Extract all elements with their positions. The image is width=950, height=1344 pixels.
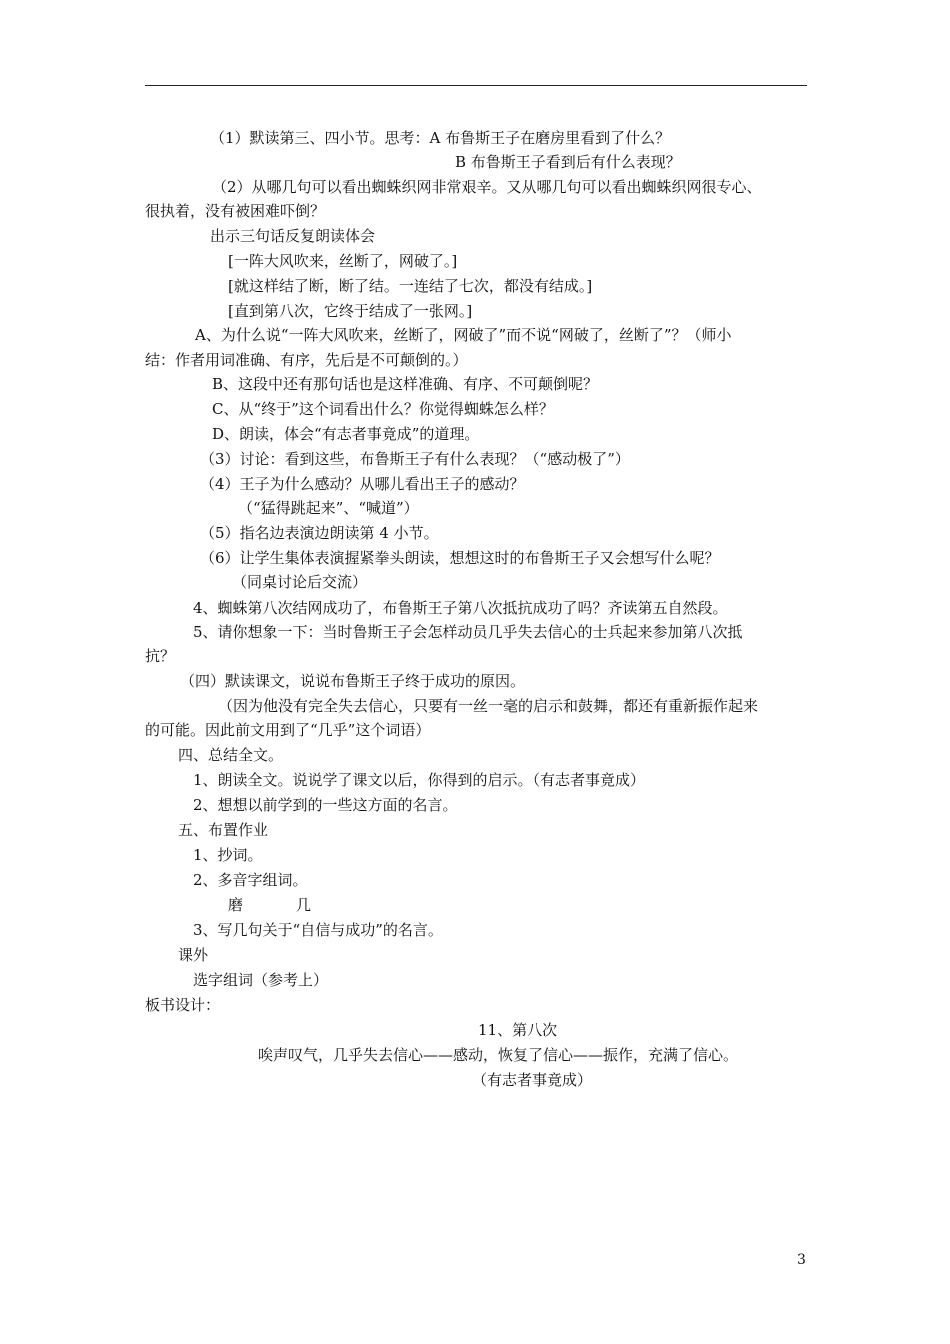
- item-a-line2: 结：作者用词准确、有序，先后是不可颠倒的。）: [145, 351, 468, 369]
- extracurricular-item: 选字组词（参考上）: [193, 971, 329, 989]
- question-2-line2: 很执着，没有被困难吓倒？: [145, 202, 326, 220]
- page-number: 3: [797, 1252, 806, 1268]
- item-d: D、朗读，体会“有志者事竟成”的道理。: [212, 425, 480, 443]
- question-6: （6）让学生集体表演握紧拳头朗读，想想这时的布鲁斯王子又会想写什么呢？: [200, 549, 720, 567]
- step-5-line1: 5、请你想象一下：当时鲁斯王子会怎样动员几乎失去信心的士兵起来参加第八次抵: [193, 623, 743, 641]
- question-1a: （1）默读第三、四小节。思考：A 布鲁斯王子在磨房里看到了什么？: [210, 129, 671, 147]
- quote-2: [就这样结了断，断了结。一连结了七次，都没有结成。]: [228, 277, 593, 295]
- summary-1: 1、朗读全文。说说学了课文以后，你得到的启示。（有志者事竟成）: [193, 771, 646, 789]
- summary-2: 2、想想以前学到的一些这方面的名言。: [193, 796, 458, 814]
- quote-1: [一阵大风吹来，丝断了，网破了。]: [228, 252, 458, 270]
- instruction: 出示三句话反复朗读体会: [210, 227, 376, 245]
- homework-heading: 五、布置作业: [178, 821, 269, 839]
- extracurricular-heading: 课外: [178, 946, 209, 964]
- section-4-heading: （四）默读课文，说说布鲁斯王子终于成功的原因。: [180, 672, 526, 690]
- step-5-line2: 抗？: [145, 647, 176, 665]
- homework-3: 3、写几句关于“自信与成功”的名言。: [193, 921, 443, 939]
- step-4: 4、蜘蛛第八次结网成功了，布鲁斯王子第八次抵抗成功了吗？齐读第五自然段。: [193, 599, 728, 617]
- summary-heading: 四、总结全文。: [178, 746, 284, 764]
- polyphone-ji: 几: [296, 896, 312, 914]
- question-6-note: （同桌讨论后交流）: [232, 573, 368, 591]
- question-3: （3）讨论：看到这些，布鲁斯王子有什么表现？（“感动极了”）: [200, 450, 630, 468]
- question-5: （5）指名边表演边朗读第 4 小节。: [200, 524, 439, 542]
- board-content: 唉声叹气，几乎失去信心——感动，恢复了信心——振作，充满了信心。: [258, 1046, 739, 1064]
- polyphone-mo: 磨: [228, 896, 244, 914]
- item-a-line1: A、为什么说“一阵大风吹来，丝断了，网破了”而不说“网破了，丝断了”？（师小: [195, 326, 732, 344]
- homework-1: 1、抄词。: [193, 846, 263, 864]
- homework-2: 2、多音字组词。: [193, 871, 308, 889]
- quote-3: [直到第八次，它终于结成了一张网。]: [228, 302, 473, 320]
- section-4-answer-line1: （因为他没有完全失去信心，只要有一丝一毫的启示和鼓舞，都还有重新振作起来: [218, 697, 759, 715]
- item-b: B、这段中还有那句话也是这样准确、有序、不可颠倒呢？: [212, 375, 599, 393]
- board-design-heading: 板书设计：: [145, 996, 221, 1014]
- question-4: （4）王子为什么感动？从哪儿看出王子的感动？: [200, 475, 525, 493]
- question-1b: B 布鲁斯王子看到后有什么表现？: [455, 153, 681, 171]
- section-4-answer-line2: 的可能。因此前文用到了“几乎”这个词语）: [145, 721, 431, 739]
- question-4-answer: （“猛得跳起来”、“喊道”）: [238, 499, 419, 517]
- board-title: 11、第八次: [478, 1021, 558, 1039]
- header-rule: [145, 85, 807, 86]
- item-c: C、从“终于”这个词看出什么？你觉得蜘蛛怎么样？: [212, 400, 554, 418]
- question-2-line1: （2）从哪几句可以看出蜘蛛织网非常艰辛。又从哪几句可以看出蜘蛛织网很专心、: [212, 178, 762, 196]
- board-motto: （有志者事竟成）: [472, 1071, 593, 1089]
